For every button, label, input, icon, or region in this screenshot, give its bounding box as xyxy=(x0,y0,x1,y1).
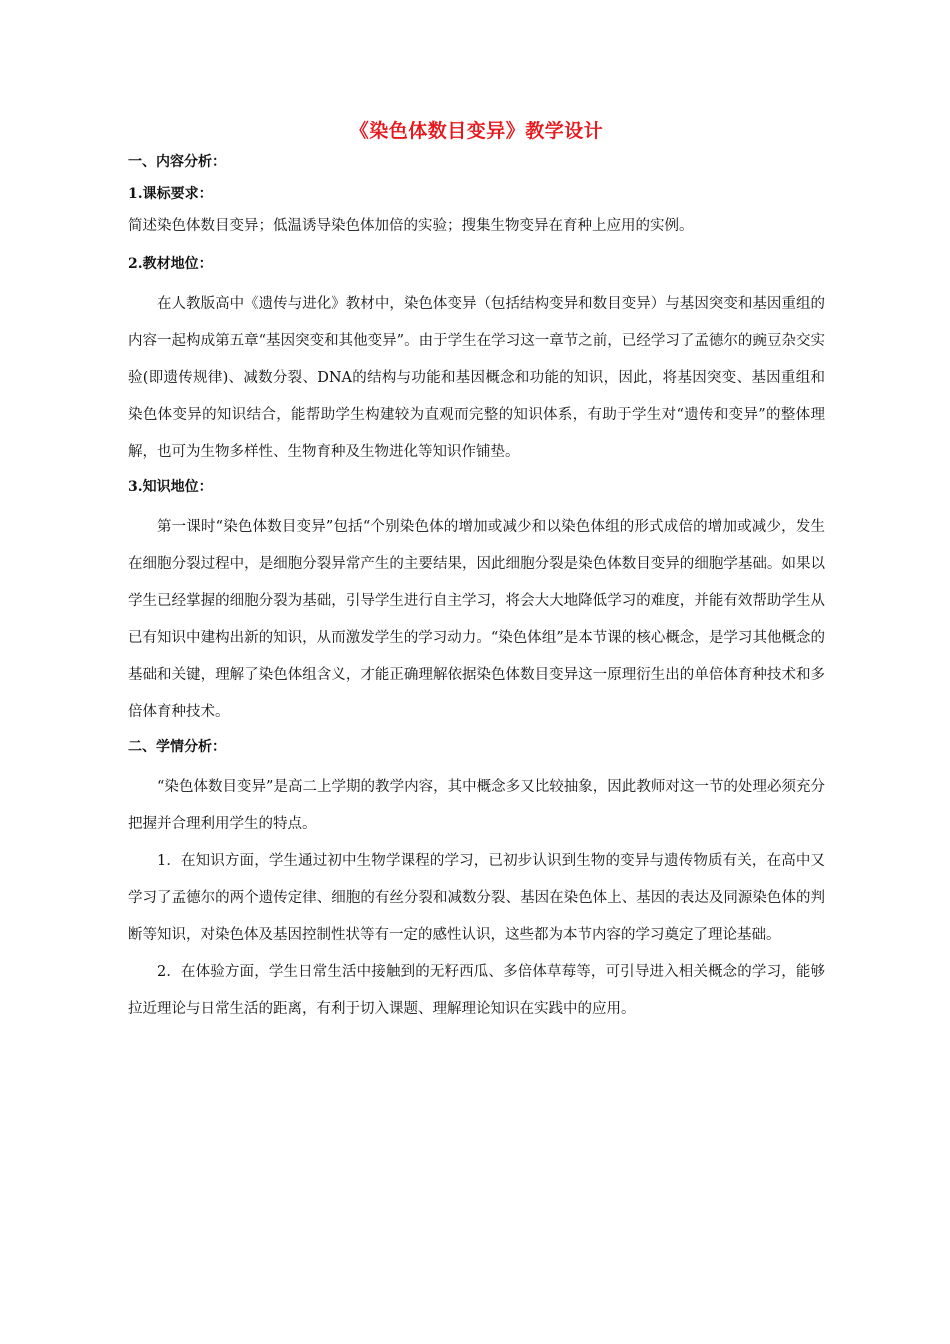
document-page xyxy=(128,118,825,1028)
knowledge-position-heading: 3.知识地位： xyxy=(128,479,213,495)
knowledge-position-text: 第一课时“染色体数目变异”包括“个别染色体的增加或减少和以染色体组的形式成倍的增加或减少，发生在细胞分裂过程中，是细胞分裂异常产生的主要结果，因此细胞分裂是染色体数目变异的细胞学基础。如果以学生已经掌握的细胞分裂为基础，引导学生进行自主学习，将会大大地降低学习的难度，并能有效帮助学生从已有知识中建构出新的知识，从而激发学生的学习动力。“染色体组”是本节课的核心概念，是学习其他概念的基础和关键，理解了染色体组含义，才能正确理解依据染色体数目变异这一原理衍生出的单倍体育种技术和多倍体育种技术。 xyxy=(128,519,825,720)
learner-analysis-point-2: 2．在体验方面，学生日常生活中接触到的无籽西瓜、多倍体草莓等，可引导进入相关概念的学习，能够拉近理论与日常生活的距离，有利于切入课题、理解理论知识在实践中的应用。 xyxy=(128,964,825,1017)
section1-heading: 一、内容分析： xyxy=(128,154,226,170)
textbook-position-text: 在人教版高中《遗传与进化》教材中，染色体变异（包括结构变异和数目变异）与基因突变和基因重组的内容一起构成第五章“基因突变和其他变异”。由于学生在学习这一章节之前，已经学习了孟德尔的豌豆杂交实验(即遗传规律)、减数分裂、DNA的结构与功能和基因概念和功能的知识，因此，将基因突变、基因重组和染色体变异的知识结合，能帮助学生构建较为直观而完整的知识体系，有助于学生对“遗传和变异”的整体理解，也可为生物多样性、生物育种及生物进化等知识作铺垫。 xyxy=(128,296,825,460)
curriculum-standard-text: 简述染色体数目变异；低温诱导染色体加倍的实验；搜集生物变异在育种上应用的实例。 xyxy=(128,218,694,234)
learner-analysis-intro: “染色体数目变异”是高二上学期的教学内容，其中概念多又比较抽象，因此教师对这一节的处理必须充分把握并合理利用学生的特点。 xyxy=(128,779,825,832)
learner-analysis-point-1: 1．在知识方面，学生通过初中生物学课程的学习，已初步认识到生物的变异与遗传物质有关，在高中又学习了孟德尔的两个遗传定律、细胞的有丝分裂和减数分裂、基因在染色体上、基因的表达及同源染色体的判断等知识，对染色体及基因控制性状等有一定的感性认识，这些都为本节内容的学习奠定了理论基础。 xyxy=(128,853,825,943)
section2-heading: 二、学情分析： xyxy=(128,739,226,755)
document-title: 《染色体数目变异》教学设计 xyxy=(349,120,604,142)
textbook-position-heading: 2.教材地位： xyxy=(128,256,213,272)
curriculum-standard-heading: 1.课标要求： xyxy=(128,186,213,202)
